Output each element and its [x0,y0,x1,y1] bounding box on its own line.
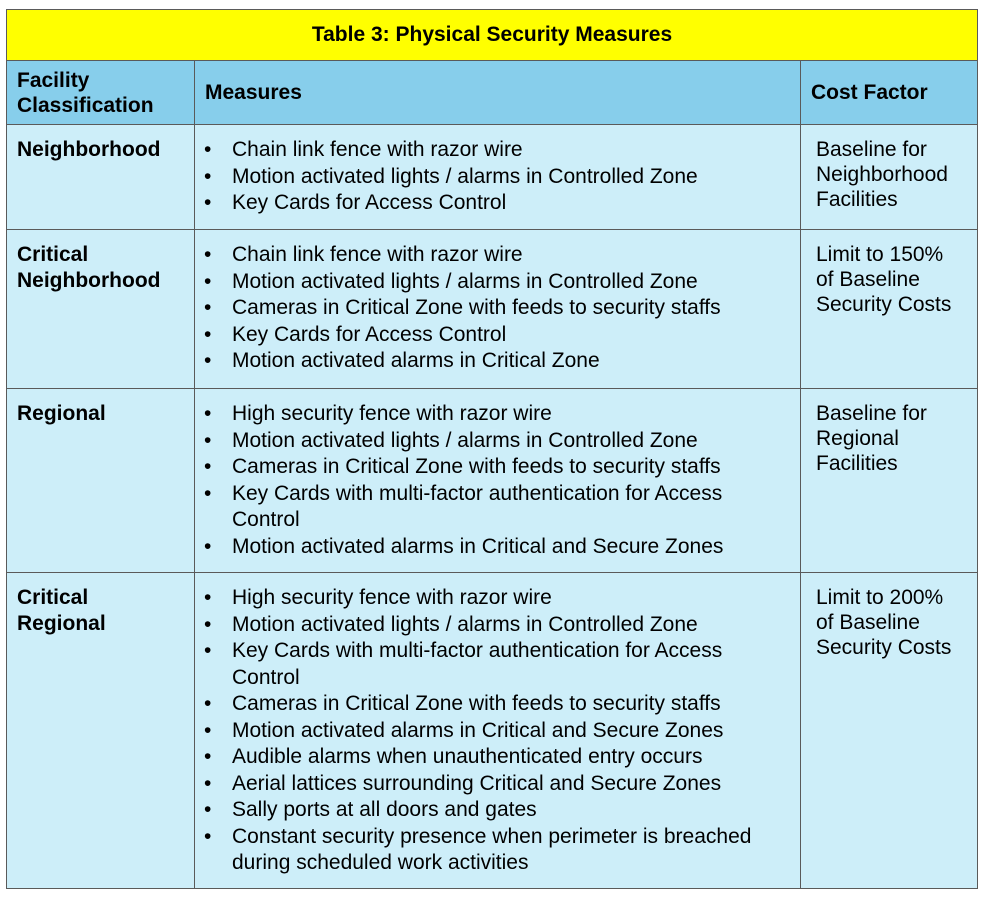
cost-text: of Baseline [816,611,920,634]
measures-cell [195,389,801,573]
measures-list [195,125,800,217]
header-measures [195,61,801,125]
list-item: • Constant security presence when perimeter is breached during scheduled work activities [195,824,800,877]
cost-text: Regional [816,427,899,450]
list-item: • Chain link fence with razor wire [195,242,800,269]
list-item: • High security fence with razor wire [195,401,800,428]
classification-cell [7,230,195,389]
cost-factor-cell [801,573,978,889]
cost-text: Security Costs [816,293,952,316]
list-item: • Motion activated lights / alarms in Controlled Zone [195,164,800,191]
classification-text: Critical [17,243,89,266]
measures-list [195,389,800,560]
measures-list [195,230,800,375]
cost-text: Facilities [816,188,898,211]
table-row [7,125,978,230]
header-facility-classification [7,61,195,125]
list-item: • Motion activated lights / alarms in Controlled Zone [195,269,800,296]
measures-cell [195,573,801,889]
list-item: • Motion activated alarms in Critical and Secure Zones [195,534,800,561]
cost-factor-cell [801,389,978,573]
classification-text: Regional [17,402,106,425]
cost-text: Limit to 200% [816,586,944,609]
classification-text: Critical [17,586,89,609]
list-item: • Cameras in Critical Zone with feeds to security staffs [195,454,800,481]
cost-text: Baseline for [816,138,927,161]
list-item: • Motion activated alarms in Critical Zone [195,348,800,375]
list-item: • Sally ports at all doors and gates [195,797,800,824]
cost-text: Facilities [816,452,898,475]
cost-factor-cell [801,230,978,389]
classification-text: Neighborhood [17,269,161,292]
header-measures-label: Measures [205,81,302,104]
list-item: • Chain link fence with razor wire [195,137,800,164]
list-item: • Key Cards with multi-factor authentication for Access Control [195,481,800,534]
cost-text: of Baseline [816,268,920,291]
list-item: • Motion activated lights / alarms in Controlled Zone [195,612,800,639]
table-row [7,573,978,889]
cost-text: Baseline for [816,402,927,425]
list-item: • Motion activated alarms in Critical and Secure Zones [195,718,800,745]
classification-cell [7,125,195,230]
header-col1-line2: Classification [17,93,154,117]
header-col1-line1: Facility [17,68,90,92]
list-item: • Key Cards for Access Control [195,190,800,217]
list-item: • High security fence with razor wire [195,585,800,612]
list-item: • Audible alarms when unauthenticated entry occurs [195,744,800,771]
measures-cell [195,125,801,230]
header-cost-factor [801,61,978,125]
list-item: • Key Cards for Access Control [195,322,800,349]
classification-text: Neighborhood [17,138,161,161]
list-item: • Motion activated lights / alarms in Controlled Zone [195,428,800,455]
cost-text: Security Costs [816,636,952,659]
measures-cell [195,230,801,389]
cost-text: Neighborhood [816,163,948,186]
measures-list [195,573,800,877]
list-item: • Cameras in Critical Zone with feeds to security staffs [195,295,800,322]
list-item: • Key Cards with multi-factor authentication for Access Control [195,638,800,691]
list-item: • Aerial lattices surrounding Critical and Secure Zones [195,771,800,798]
classification-cell [7,573,195,889]
table-row [7,389,978,573]
table-row [7,230,978,389]
table-title: Table 3: Physical Security Measures [7,10,978,61]
cost-factor-cell [801,125,978,230]
cost-text: Limit to 150% [816,243,944,266]
classification-text: Regional [17,612,106,635]
classification-cell [7,389,195,573]
list-item: • Cameras in Critical Zone with feeds to security staffs [195,691,800,718]
header-cost-factor-label: Cost Factor [811,81,928,104]
header-row [7,61,978,125]
physical-security-table [6,9,978,889]
